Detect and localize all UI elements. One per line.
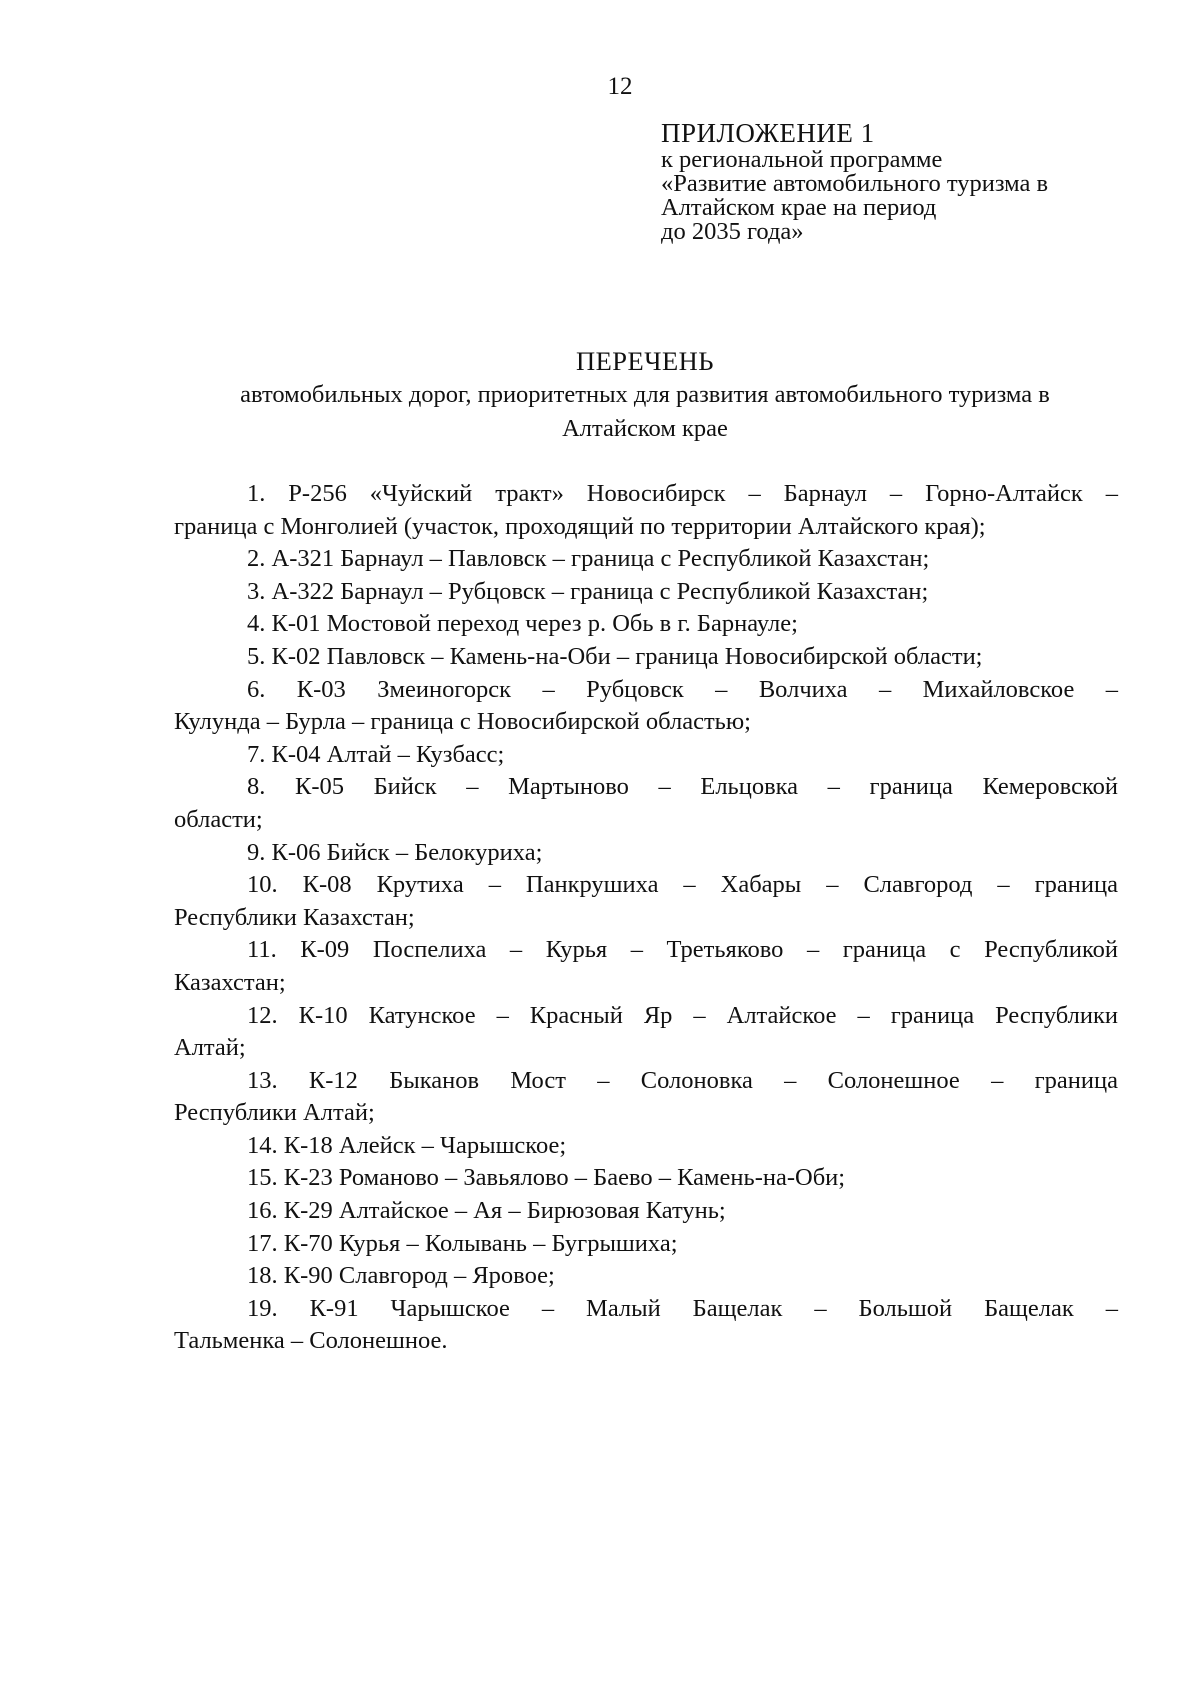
road-item-first-line <box>247 1230 678 1257</box>
road-item-first-line <box>247 741 504 768</box>
road-item-first-line <box>247 1262 555 1289</box>
road-item-number: 3. <box>247 577 266 605</box>
road-item-text: К-70 Курья – Колывань – Бугрышиха; <box>283 1229 678 1257</box>
road-item-continuation: Кулунда – Бурла – граница с Новосибирской областью; <box>174 708 751 736</box>
heading-title: ПЕРЕЧЕНЬ <box>575 346 714 376</box>
list-item <box>174 1293 1118 1358</box>
road-item-first-line <box>174 1065 1118 1098</box>
road-item-number: 10. <box>247 871 278 899</box>
appendix-line: к региональной программе <box>661 146 943 173</box>
list-item <box>174 934 1118 999</box>
road-item-text: Р-256 «Чуйский тракт» Новосибирск – Барнаул – Горно-Алтайск – <box>288 480 1118 507</box>
road-item-number: 11. <box>247 936 277 964</box>
road-item-number: 5. <box>247 642 266 670</box>
list-item <box>174 771 1118 836</box>
road-item-continuation: Алтай; <box>174 1034 246 1062</box>
road-item-continuation: области; <box>174 805 263 833</box>
road-item-number: 12. <box>247 1001 278 1029</box>
road-item-text: К-08 Крутиха – Панкрушиха – Хабары – Славгород – граница <box>302 871 1119 899</box>
road-item-text: К-01 Мостовой переход через р. Обь в г. Барнауле; <box>271 610 798 638</box>
road-item-number: 19. <box>247 1294 278 1322</box>
list-item <box>174 576 1118 609</box>
appendix-title: ПРИЛОЖЕНИЕ 1 <box>661 118 875 148</box>
road-item-continuation: Республики Казахстан; <box>174 903 415 931</box>
appendix-line: Алтайском крае на период <box>661 194 937 221</box>
road-item-text: А-321 Барнаул – Павловск – граница с Республикой Казахстан; <box>271 545 930 573</box>
road-item-text: К-23 Романово – Завьялово – Баево – Камень-на-Оби; <box>283 1164 846 1192</box>
road-item-first-line <box>174 771 1118 804</box>
appendix-line: до 2035 года» <box>661 218 804 245</box>
road-item-text: К-10 Катунское – Красный Яр – Алтайское – граница Республики <box>298 1001 1119 1029</box>
road-item-number: 7. <box>247 740 266 768</box>
road-item-number: 8. <box>247 773 266 801</box>
road-list <box>174 478 1118 1358</box>
list-item <box>174 1228 1118 1261</box>
list-item <box>174 608 1118 641</box>
appendix-line: «Развитие автомобильного туризма в <box>661 170 1049 197</box>
road-item-number: 14. <box>247 1131 278 1159</box>
road-item-first-line <box>247 643 983 670</box>
list-item <box>174 1195 1118 1228</box>
road-item-text: К-04 Алтай – Кузбасс; <box>271 740 505 768</box>
road-item-number: 2. <box>247 545 266 573</box>
list-item <box>174 837 1118 870</box>
road-item-text: К-02 Павловск – Камень-на-Оби – граница Новосибирской области; <box>271 642 983 670</box>
road-item-first-line <box>247 578 928 605</box>
road-item-number: 13. <box>247 1066 278 1094</box>
road-item-continuation: Республики Алтай; <box>174 1099 375 1127</box>
road-item-text: К-09 Поспелиха – Курья – Третьяково – граница с Республикой <box>300 936 1119 964</box>
road-item-number: 4. <box>247 610 266 638</box>
road-item-text: К-12 Быканов Мост – Солоновка – Солонешное – граница <box>308 1066 1119 1094</box>
list-item <box>174 1162 1118 1195</box>
road-item-text: К-03 Змеиногорск – Рубцовск – Волчиха – Михайловское – <box>296 675 1118 703</box>
road-item-number: 6. <box>247 675 266 703</box>
list-item <box>174 543 1118 576</box>
heading-subtitle-line: Алтайском крае <box>562 415 728 442</box>
road-item-number: 1. <box>247 480 266 507</box>
road-item-text: А-322 Барнаул – Рубцовск – граница с Республикой Казахстан; <box>271 577 929 605</box>
road-item-first-line <box>247 545 929 572</box>
road-item-number: 9. <box>247 838 266 866</box>
document-heading <box>172 345 1118 445</box>
road-item-number: 16. <box>247 1197 278 1225</box>
list-item <box>174 1130 1118 1163</box>
road-item-first-line <box>174 1293 1118 1326</box>
list-item <box>174 641 1118 674</box>
page-number: 12 <box>607 73 633 100</box>
list-item <box>174 478 1118 543</box>
road-item-text: К-90 Славгород – Яровое; <box>283 1262 555 1290</box>
road-item-first-line <box>247 1132 566 1159</box>
road-item-number: 18. <box>247 1262 278 1290</box>
list-item <box>174 674 1118 739</box>
list-item <box>174 1000 1118 1065</box>
list-item <box>174 1065 1118 1130</box>
road-item-number: 15. <box>247 1164 278 1192</box>
road-item-continuation: граница с Монголией (участок, проходящий по территории Алтайского края); <box>174 512 986 540</box>
road-item-first-line <box>174 869 1118 902</box>
road-item-text: К-91 Чарышское – Малый Бащелак – Большой Бащелак – <box>309 1294 1119 1322</box>
road-item-continuation: Тальменка – Солонешное. <box>174 1327 448 1355</box>
road-item-first-line <box>247 1164 845 1191</box>
road-item-text: К-29 Алтайское – Ая – Бирюзовая Катунь; <box>283 1197 726 1225</box>
road-item-first-line <box>247 610 798 637</box>
appendix-block <box>661 118 1131 244</box>
road-item-first-line <box>247 1197 726 1224</box>
road-item-text: К-05 Бийск – Мартыново – Ельцовка – граница Кемеровской <box>294 773 1118 801</box>
list-item <box>174 1260 1118 1293</box>
road-item-first-line <box>174 478 1118 511</box>
road-item-first-line <box>174 674 1118 707</box>
road-item-first-line <box>247 839 542 866</box>
road-item-text: К-18 Алейск – Чарышское; <box>283 1131 567 1159</box>
road-item-text: К-06 Бийск – Белокуриха; <box>271 838 543 866</box>
list-item <box>174 869 1118 934</box>
road-item-continuation: Казахстан; <box>174 968 286 996</box>
road-item-number: 17. <box>247 1229 278 1257</box>
road-item-first-line <box>174 934 1118 967</box>
road-item-first-line <box>174 1000 1118 1033</box>
list-item <box>174 739 1118 772</box>
heading-subtitle-line: автомобильных дорог, приоритетных для развития автомобильного туризма в <box>240 381 1050 408</box>
